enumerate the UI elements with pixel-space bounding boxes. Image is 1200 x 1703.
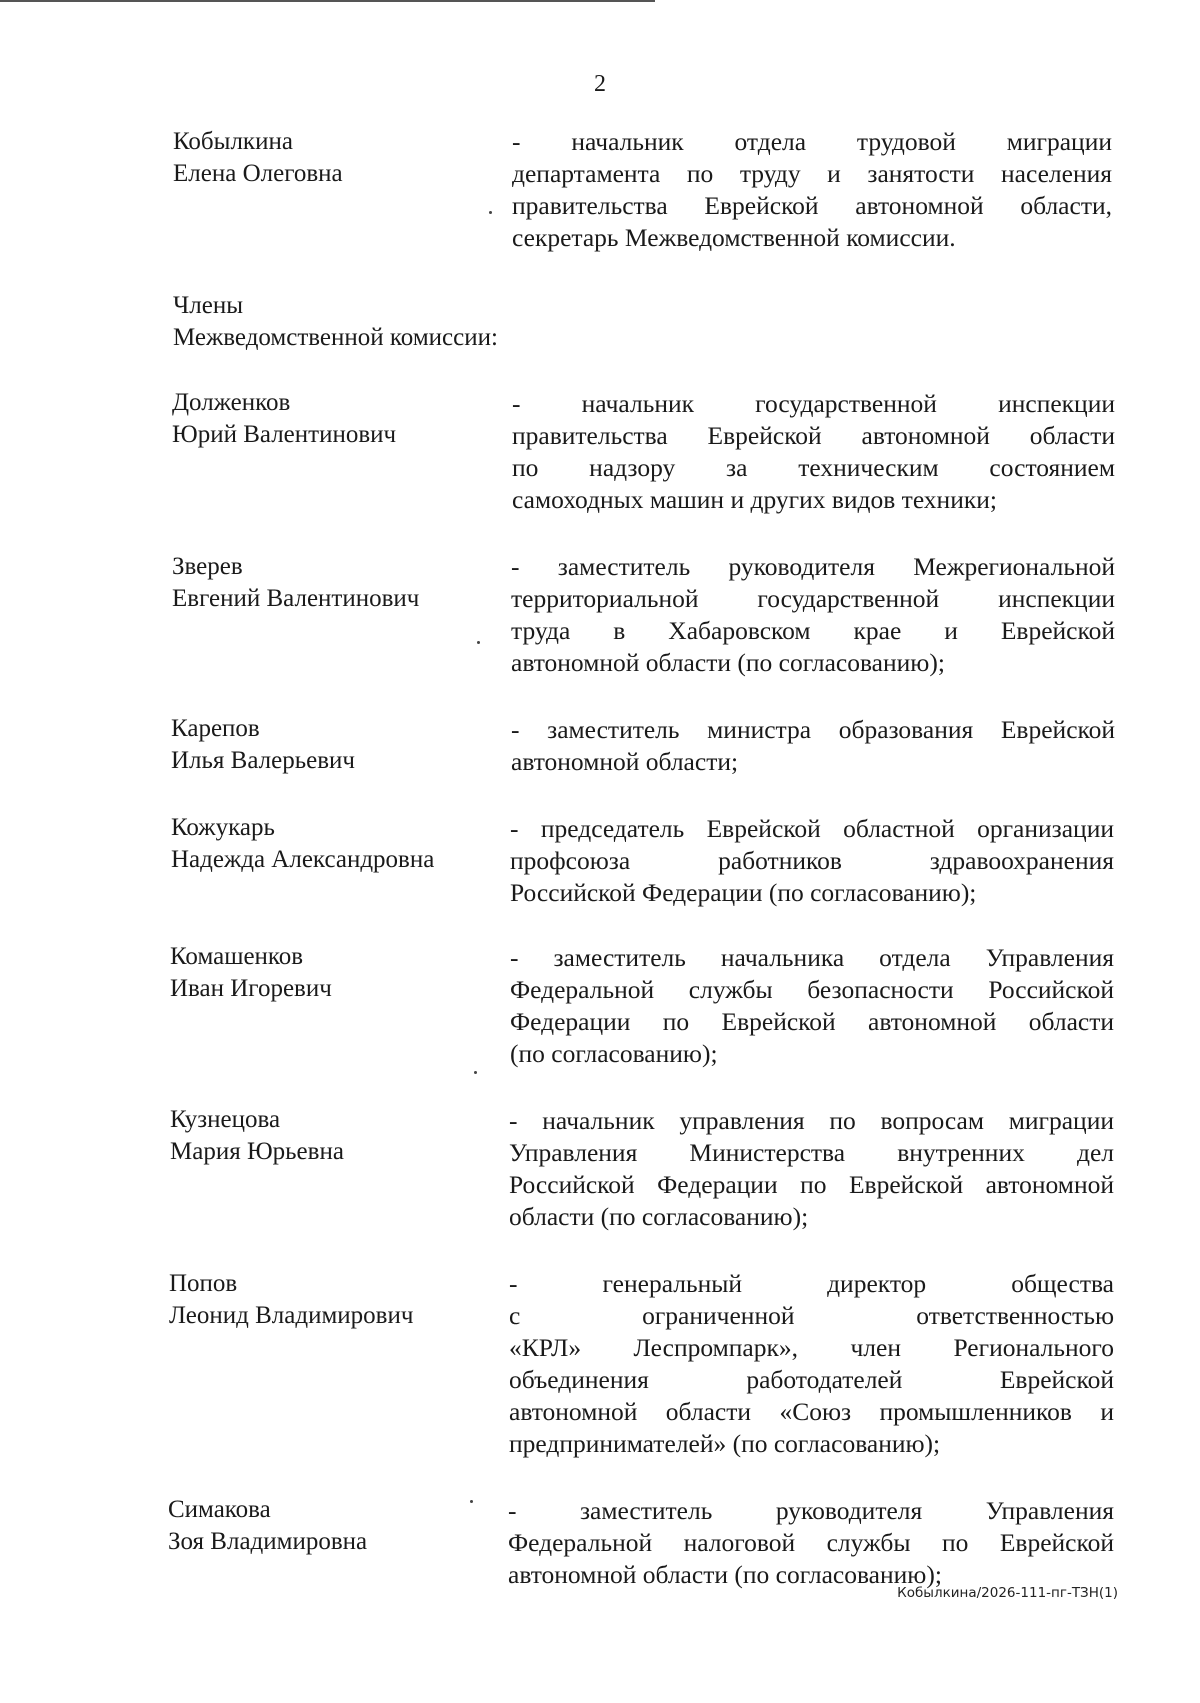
page-number: 2 <box>594 71 606 97</box>
entry-surname: Кобылкина <box>173 128 293 155</box>
description-line: - начальник отдела трудовой миграции <box>512 127 1112 156</box>
members-heading-line: Межведомственной комиссии: <box>173 324 498 351</box>
entry-name <box>169 1268 413 1332</box>
entry-name <box>171 713 355 777</box>
entry-surname: Зверев <box>172 553 243 580</box>
description-line: - председатель Еврейской областной организации <box>510 814 1114 843</box>
description-line: Российской Федерации по Еврейской автономной <box>509 1170 1114 1199</box>
entry-surname: Карепов <box>171 715 260 742</box>
description-line: по надзору за техническим состоянием <box>512 453 1115 482</box>
description-line: с ограниченной ответственностью <box>509 1301 1114 1330</box>
entry-description <box>510 942 1114 1070</box>
entry-description <box>512 126 1112 254</box>
entry-surname: Кожукарь <box>171 814 275 841</box>
entry-name <box>170 1104 344 1168</box>
entry-name <box>168 1494 367 1558</box>
description-line: Управления Министерства внутренних дел <box>509 1138 1114 1167</box>
scan-edge-line <box>0 0 655 2</box>
description-line: автономной области «Союз промышленников и <box>509 1397 1114 1426</box>
description-line: правительства Еврейской автономной области <box>512 421 1115 450</box>
entry-name <box>171 812 434 876</box>
entry-given-names: Надежда Александровна <box>171 846 435 873</box>
entry-name <box>173 126 343 190</box>
entry-description <box>510 813 1114 909</box>
description-line: профсоюза работников здравоохранения <box>510 846 1114 875</box>
entry-given-names: Евгений Валентинович <box>172 585 420 612</box>
entry-surname: Симакова <box>168 1496 271 1523</box>
description-line: объединения работодателей Еврейской <box>509 1365 1114 1394</box>
description-line: автономной области; <box>511 747 739 776</box>
entry-given-names: Леонид Владимирович <box>169 1302 414 1329</box>
entry-name <box>172 551 419 615</box>
description-line: Российской Федерации (по согласованию); <box>510 878 977 907</box>
description-line: (по согласованию); <box>510 1039 718 1068</box>
document-registration-code: Кобылкина/2026-111-пг-ТЗН(1) <box>897 1585 1118 1601</box>
entry-surname: Попов <box>169 1270 238 1297</box>
description-line: - заместитель министра образования Еврейской <box>511 715 1115 744</box>
scan-speck <box>477 641 480 644</box>
entry-description <box>511 551 1115 679</box>
scan-speck <box>474 1071 477 1074</box>
description-line: области (по согласованию); <box>509 1202 809 1231</box>
description-line: - заместитель руководителя Управления <box>508 1496 1114 1525</box>
description-line: автономной области (по согласованию); <box>511 648 945 677</box>
description-line: Федеральной службы безопасности Российской <box>510 975 1114 1004</box>
entry-given-names: Зоя Владимировна <box>168 1528 368 1555</box>
entry-given-names: Елена Олеговна <box>173 160 343 187</box>
members-heading-line: Члены <box>173 292 243 319</box>
scan-speck <box>489 211 492 214</box>
entry-name <box>170 941 332 1005</box>
members-heading <box>173 290 498 354</box>
entry-description <box>511 714 1115 778</box>
entry-description <box>508 1495 1114 1591</box>
entry-description <box>512 388 1115 516</box>
description-line: труда в Хабаровском крае и Еврейской <box>511 616 1115 645</box>
description-line: секретарь Межведомственной комиссии. <box>512 223 956 252</box>
description-line: «КРЛ» Леспромпарк», член Регионального <box>509 1333 1114 1362</box>
description-line: - начальник государственной инспекции <box>512 389 1115 418</box>
description-line: территориальной государственной инспекции <box>511 584 1115 613</box>
description-line: - заместитель начальника отдела Управления <box>510 943 1114 972</box>
entry-surname: Долженков <box>172 389 291 416</box>
description-line: предпринимателей» (по согласованию); <box>509 1429 941 1458</box>
scan-speck <box>470 1500 473 1503</box>
description-line: - генеральный директор общества <box>509 1269 1114 1298</box>
description-line: правительства Еврейской автономной области, <box>512 191 1112 220</box>
entry-given-names: Иван Игоревич <box>170 975 332 1002</box>
description-line: автономной области (по согласованию); <box>508 1560 942 1589</box>
description-line: Федерации по Еврейской автономной области <box>510 1007 1114 1036</box>
entry-given-names: Мария Юрьевна <box>170 1138 344 1165</box>
description-line: Федеральной налоговой службы по Еврейской <box>508 1528 1114 1557</box>
description-line: департамента по труду и занятости населения <box>512 159 1112 188</box>
entry-description <box>509 1105 1114 1233</box>
entry-name <box>172 387 396 451</box>
entry-given-names: Юрий Валентинович <box>172 421 397 448</box>
description-line: - заместитель руководителя Межрегиональной <box>511 552 1115 581</box>
description-line: - начальник управления по вопросам миграции <box>509 1106 1114 1135</box>
entry-given-names: Илья Валерьевич <box>171 747 355 774</box>
description-line: самоходных машин и других видов техники; <box>512 485 997 514</box>
entry-description <box>509 1268 1114 1460</box>
entry-surname: Комашенков <box>170 943 304 970</box>
entry-surname: Кузнецова <box>170 1106 281 1133</box>
